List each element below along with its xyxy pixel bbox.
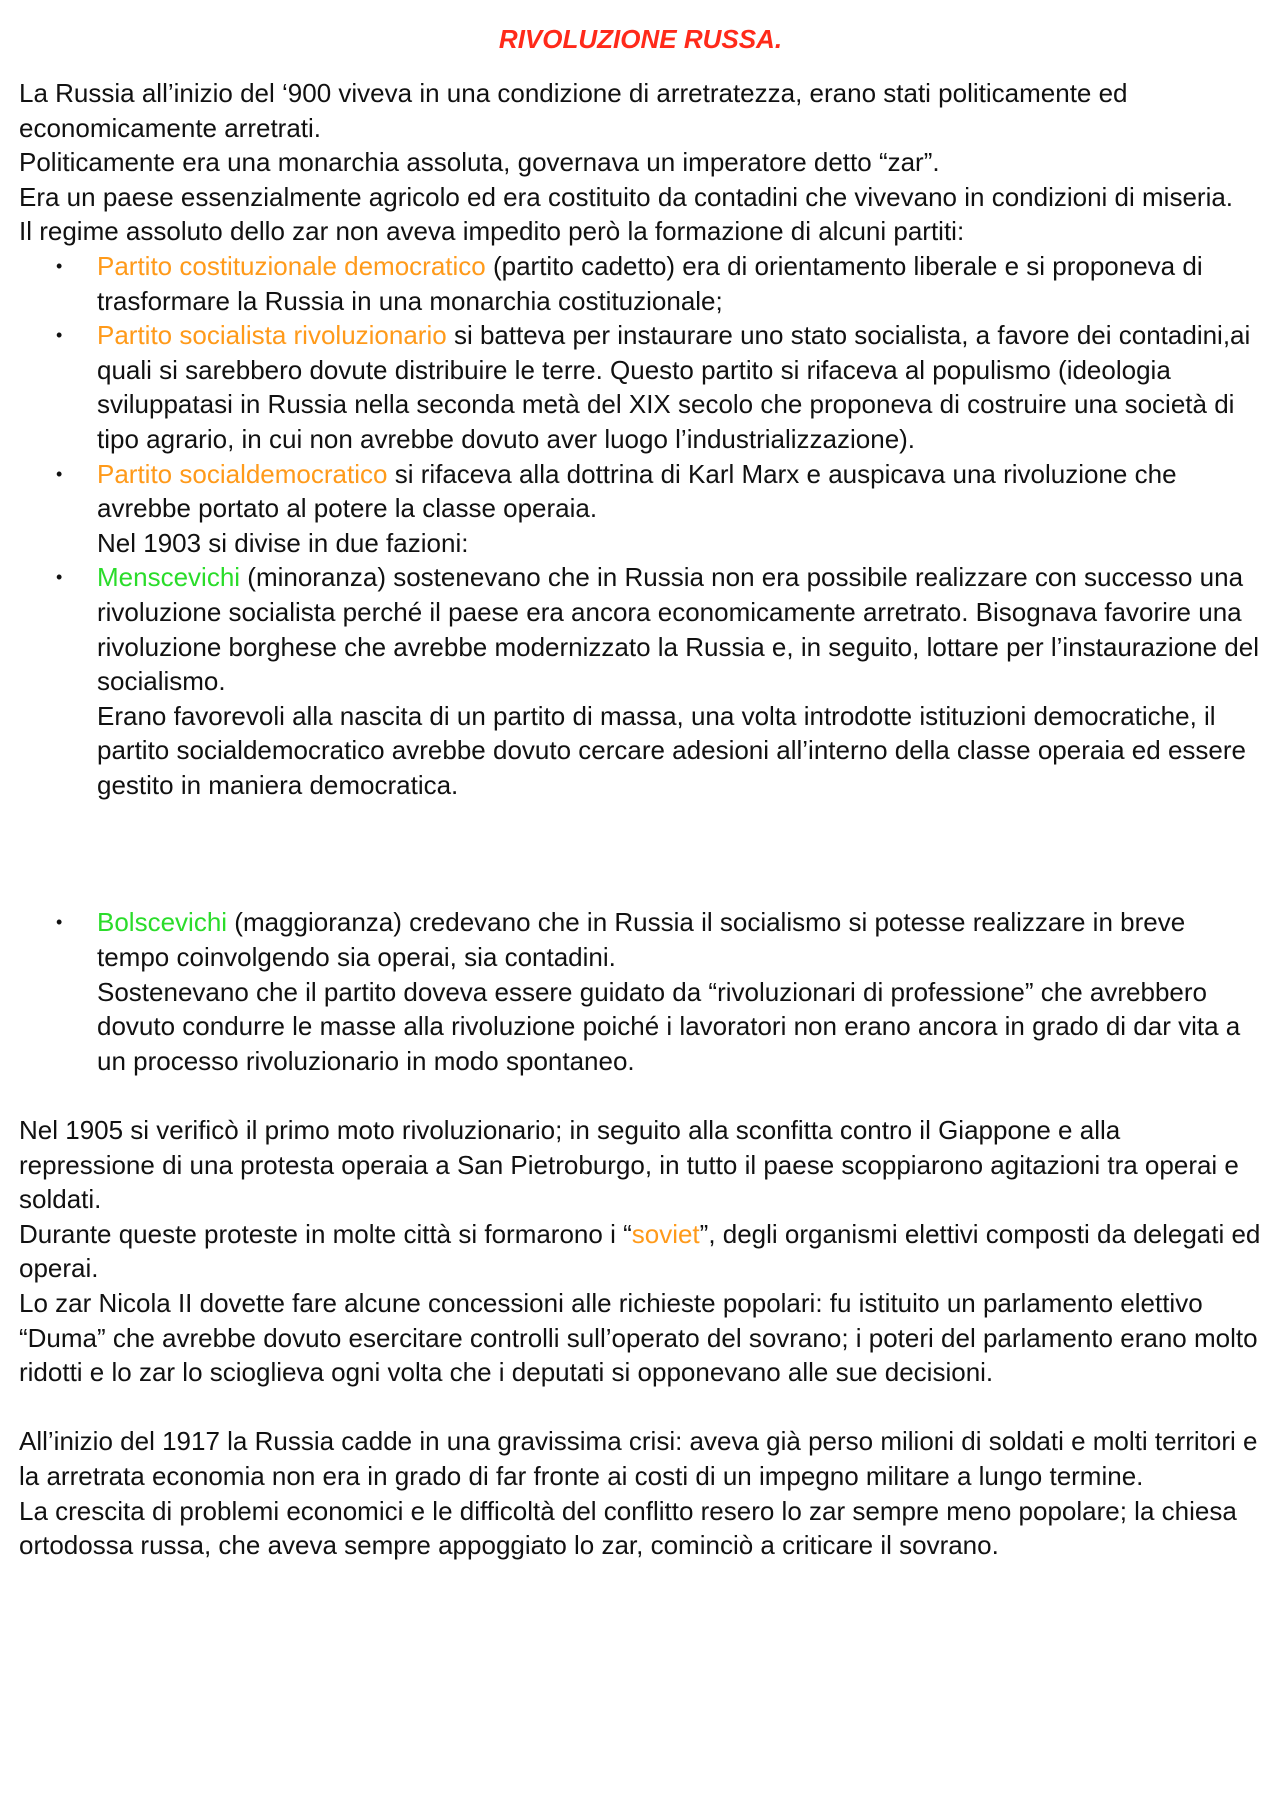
crisis-1917-paragraph-1: All’inizio del 1917 la Russia cadde in una gravissima crisi: aveva già perso milioni di soldati e molti territori e la arretrata economia non era in grado di far fronte ai costi di un impegno militare a lungo termine. bbox=[19, 1426, 1258, 1491]
bullet-icon: • bbox=[56, 912, 63, 933]
spacer bbox=[19, 1078, 1262, 1113]
faction-extra-text: Erano favorevoli alla nascita di un partito di massa, una volta introdotte istituzioni democratiche, il partito socialdemocratico avrebbe dovuto cercare adesioni all’interno della classe operaia ed essere gestito in maniera democratica. bbox=[97, 700, 1246, 800]
soviet-highlight: soviet bbox=[631, 1218, 700, 1249]
spacer bbox=[19, 802, 1262, 905]
bullet-icon: • bbox=[56, 463, 63, 484]
soviet-text-after: ”, degli organismi elettivi composti da delegati ed operai. bbox=[19, 1218, 1261, 1284]
list-item-party-socialdemocratico bbox=[19, 457, 1262, 561]
faction-name-menscevichi: Menscevichi bbox=[97, 562, 241, 593]
faction-description: (maggioranza) credevano che in Russia il socialismo si potesse realizzare in breve tempo coinvolgendo sia operai, sia contadini. bbox=[97, 907, 1186, 973]
bullet-icon: • bbox=[56, 567, 63, 588]
list-item-party-cadetto bbox=[19, 249, 1262, 318]
bullet-icon: • bbox=[56, 255, 63, 276]
party-description: si batteva per instaurare uno stato socialista, a favore dei contadini,ai quali si sarebbero dovute distribuire le terre. Questo partito si rifaceva al populismo (ideologia sviluppatasi in Russia nella seconda metà del XIX secolo che proponeva di costruire una società di tipo agrario, in cui non avrebbe dovuto aver luogo l’industrializzazione). bbox=[97, 320, 1251, 454]
intro-paragraph-4: Il regime assoluto dello zar non aveva impedito però la formazione di alcuni partiti: bbox=[19, 216, 965, 247]
party-description: (partito cadetto) era di orientamento liberale e si proponeva di trasformare la Russia in una monarchia costituzionale; bbox=[97, 250, 1203, 316]
party-name-costituzionale: Partito costituzionale democratico bbox=[97, 250, 486, 281]
factions-list bbox=[19, 905, 1262, 1078]
soviet-text-before: Durante queste proteste in molte città si formarono i “ bbox=[19, 1218, 632, 1249]
revolution-1905-paragraph-1: Nel 1905 si verificò il primo moto rivoluzionario; in seguito alla sconfitta contro il Giappone e alla repressione di una protesta operaia a San Pietroburgo, in tutto il paese scoppiarono agitazioni tra operai e soldati. bbox=[19, 1115, 1239, 1215]
party-description: si rifaceva alla dottrina di Karl Marx e auspicava una rivoluzione che avrebbe portato al potere la classe operaia. bbox=[97, 458, 1177, 524]
list-item-menscevichi bbox=[19, 560, 1262, 802]
faction-name-bolscevichi: Bolscevichi bbox=[97, 907, 228, 938]
revolution-1905-paragraph-3: Lo zar Nicola II dovette fare alcune concessioni alle richieste popolari: fu istituito un parlamento elettivo “Duma” che avrebbe dovuto esercitare controlli sull’operato del sovrano; i poteri del parlamento erano molto ridotti e lo zar lo scioglieva ogni volta che i deputati si opponevano alle sue decisioni. bbox=[19, 1288, 1258, 1388]
party-name-socialdemocratico: Partito socialdemocratico bbox=[97, 458, 388, 489]
parties-list bbox=[19, 249, 1262, 803]
spacer bbox=[19, 1390, 1262, 1425]
list-item-party-socialista-rivoluzionario bbox=[19, 318, 1262, 456]
revolution-1905-paragraph-2 bbox=[19, 1217, 1262, 1286]
bullet-icon: • bbox=[56, 325, 63, 346]
crisis-1917-paragraph-2: La crescita di problemi economici e le difficoltà del conflitto resero lo zar sempre meno popolare; la chiesa ortodossa russa, che aveva sempre appoggiato lo zar, cominciò a criticare il sovrano. bbox=[19, 1495, 1237, 1561]
intro-paragraph-3: Era un paese essenzialmente agricolo ed era costituito da contadini che vivevano in condizioni di miseria. bbox=[19, 181, 1234, 212]
page-title: RIVOLUZIONE RUSSA. bbox=[498, 24, 783, 54]
intro-paragraph-1: La Russia all’inizio del ‘900 viveva in una condizione di arretratezza, erano stati politicamente ed economicamente arretrati. bbox=[19, 78, 1128, 143]
intro-paragraph-2: Politicamente era una monarchia assoluta, governava un imperatore detto “zar”. bbox=[19, 147, 940, 178]
list-item-bolscevichi bbox=[19, 905, 1262, 1078]
party-extra-text: Nel 1903 si divise in due fazioni: bbox=[97, 527, 469, 558]
faction-extra-text: Sostenevano che il partito doveva essere guidato da “rivoluzionari di professione” che avrebbero dovuto condurre le masse alla rivoluzione poiché i lavoratori non erano ancora in grado di dar vita a un processo rivoluzionario in modo spontaneo. bbox=[97, 976, 1241, 1076]
party-name-socialista-rivoluzionario: Partito socialista rivoluzionario bbox=[97, 320, 447, 351]
faction-description: (minoranza) sostenevano che in Russia non era possibile realizzare con successo una rivoluzione socialista perché il paese era ancora economicamente arretrato. Bisognava favorire una rivoluzione borghese che avrebbe modernizzato la Russia e, in seguito, lottare per l’instaurazione del socialismo. bbox=[97, 562, 1260, 697]
